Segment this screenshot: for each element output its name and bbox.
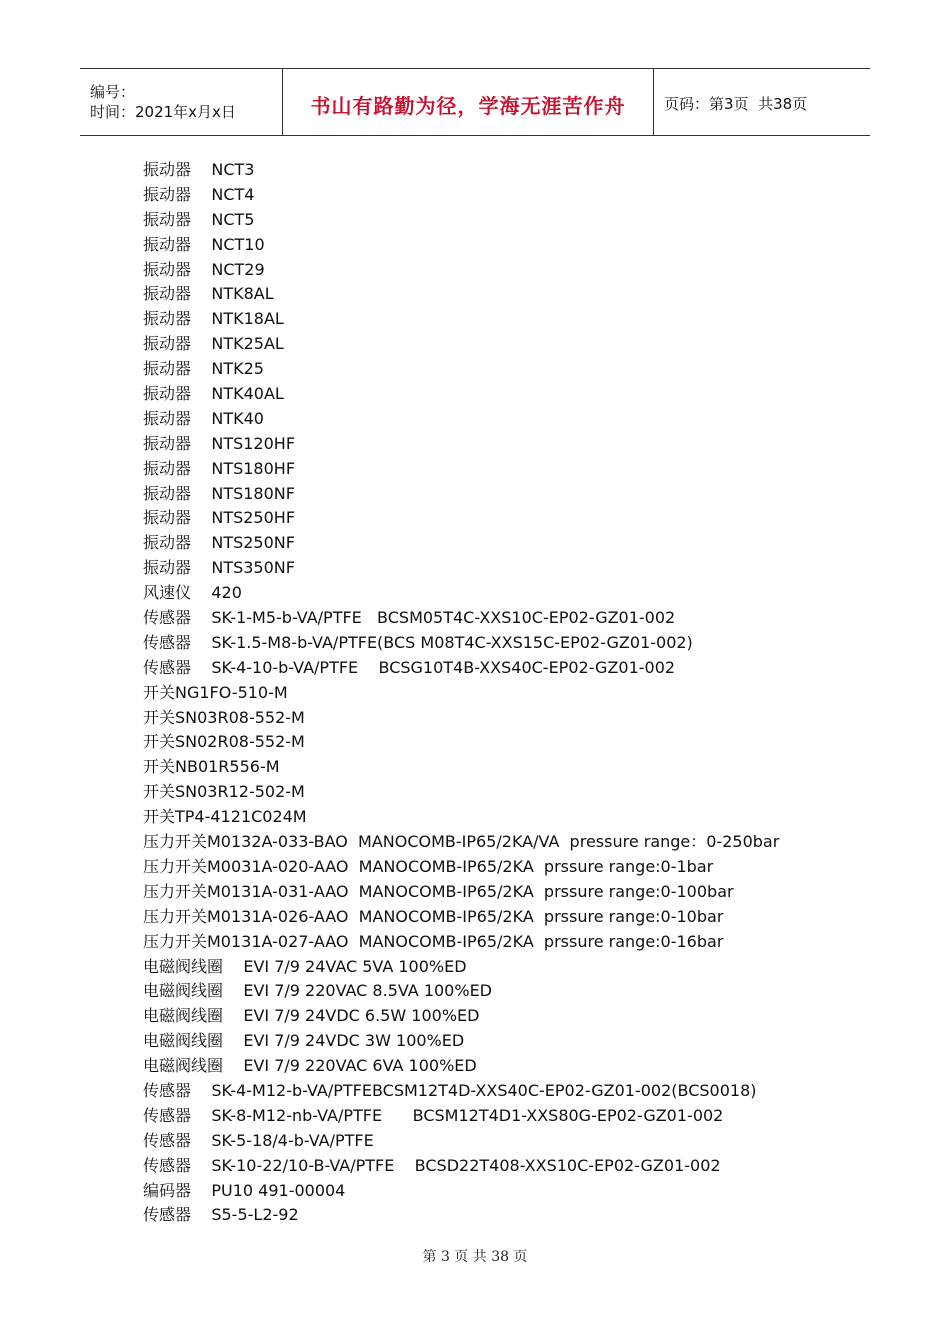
list-item: 电磁阀线圈 EVI 7/9 220VAC 8.5VA 100%ED — [143, 981, 492, 1001]
list-item: 振动器 NTK40 — [143, 408, 264, 428]
list-item: 传感器 S5-5-L2-92 — [143, 1205, 299, 1225]
list-item: 传感器 SK-1.5-M8-b-VA/PTFE(BCS M08T4C-XXS15C-EP02-GZ01-002) — [143, 632, 693, 652]
list-item: 压力开关M0131A-026-AAO MANOCOMB-IP65/2KA prssure range:0-10bar — [143, 906, 724, 926]
list-item: 传感器 SK-4-M12-b-VA/PTFEBCSM12T4D-XXS40C-EP02-GZ01-002(BCS0018) — [143, 1080, 757, 1100]
page-header — [80, 68, 870, 136]
list-item: 开关SN02R08-552-M — [143, 732, 305, 752]
list-item: 开关TP4-4121C024M — [143, 807, 307, 827]
list-item: 电磁阀线圈 EVI 7/9 24VAC 5VA 100%ED — [143, 956, 467, 976]
list-item: 振动器 NCT4 — [143, 184, 255, 204]
page-footer: 第 3 页 共 38 页 — [422, 1249, 528, 1265]
list-item: 开关SN03R08-552-M — [143, 707, 305, 727]
list-item: 振动器 NTS250HF — [143, 508, 296, 528]
header-page-cell — [654, 69, 870, 135]
list-item: 传感器 SK-10-22/10-B-VA/PTFE BCSD22T408-XXS10C-EP02-GZ01-002 — [143, 1155, 721, 1175]
list-item: 编码器 PU10 491-00004 — [143, 1180, 346, 1200]
list-item: 电磁阀线圈 EVI 7/9 24VDC 6.5W 100%ED — [143, 1006, 480, 1026]
list-item: 振动器 NCT5 — [143, 209, 255, 229]
time-label: 时间：2021年x月x日 — [90, 103, 236, 121]
page-info: 页码：第3页 共38页 — [664, 94, 808, 113]
list-item: 振动器 NCT3 — [143, 160, 255, 179]
list-item: 振动器 NTS120HF — [143, 433, 296, 453]
list-item: 振动器 NTK25AL — [143, 334, 284, 354]
list-item: 压力开关M0131A-031-AAO MANOCOMB-IP65/2KA prssure range:0-100bar — [143, 881, 734, 901]
list-item: 传感器 SK-1-M5-b-VA/PTFE BCSM05T4C-XXS10C-EP02-GZ01-002 — [143, 608, 676, 628]
list-item: 开关NB01R556-M — [143, 757, 280, 777]
motto: 书山有路勤为径，学海无涯苦作舟 — [310, 93, 626, 118]
header-meta — [80, 69, 282, 135]
list-item: 开关NG1FO-510-M — [143, 682, 288, 702]
list-item: 电磁阀线圈 EVI 7/9 24VDC 3W 100%ED — [143, 1031, 465, 1051]
list-item: 振动器 NTK8AL — [143, 284, 274, 304]
list-item: 压力开关M0132A-033-BAO MANOCOMB-IP65/2KA/VA pressure range：0-250bar — [143, 832, 780, 852]
list-item: 振动器 NCT29 — [143, 259, 265, 279]
list-item: 电磁阀线圈 EVI 7/9 220VAC 6VA 100%ED — [143, 1056, 477, 1076]
list-item: 传感器 SK-4-10-b-VA/PTFE BCSG10T4B-XXS40C-EP02-GZ01-002 — [143, 657, 676, 677]
item-list — [143, 158, 903, 1228]
list-item: 振动器 NTK18AL — [143, 309, 284, 329]
list-item: 风速仪 420 — [143, 583, 242, 603]
list-item: 开关SN03R12-502-M — [143, 782, 305, 802]
list-item: 振动器 NTS350NF — [143, 558, 295, 578]
list-item: 传感器 SK-5-18/4-b-VA/PTFE — [143, 1130, 374, 1150]
list-item: 振动器 NTK25 — [143, 359, 264, 379]
list-item: 振动器 NTS250NF — [143, 533, 295, 553]
list-item: 振动器 NTS180NF — [143, 483, 295, 503]
list-item: 压力开关M0031A-020-AAO MANOCOMB-IP65/2KA prssure range:0-1bar — [143, 856, 714, 876]
list-item: 振动器 NTS180HF — [143, 458, 296, 478]
list-item: 振动器 NCT10 — [143, 234, 265, 254]
list-item: 传感器 SK-8-M12-nb-VA/PTFE BCSM12T4D1-XXS80G-EP02-GZ01-002 — [143, 1105, 724, 1125]
list-item: 振动器 NTK40AL — [143, 384, 284, 404]
header-motto-cell — [282, 69, 654, 135]
number-label: 编号： — [90, 83, 136, 101]
list-item: 压力开关M0131A-027-AAO MANOCOMB-IP65/2KA prssure range:0-16bar — [143, 931, 724, 951]
